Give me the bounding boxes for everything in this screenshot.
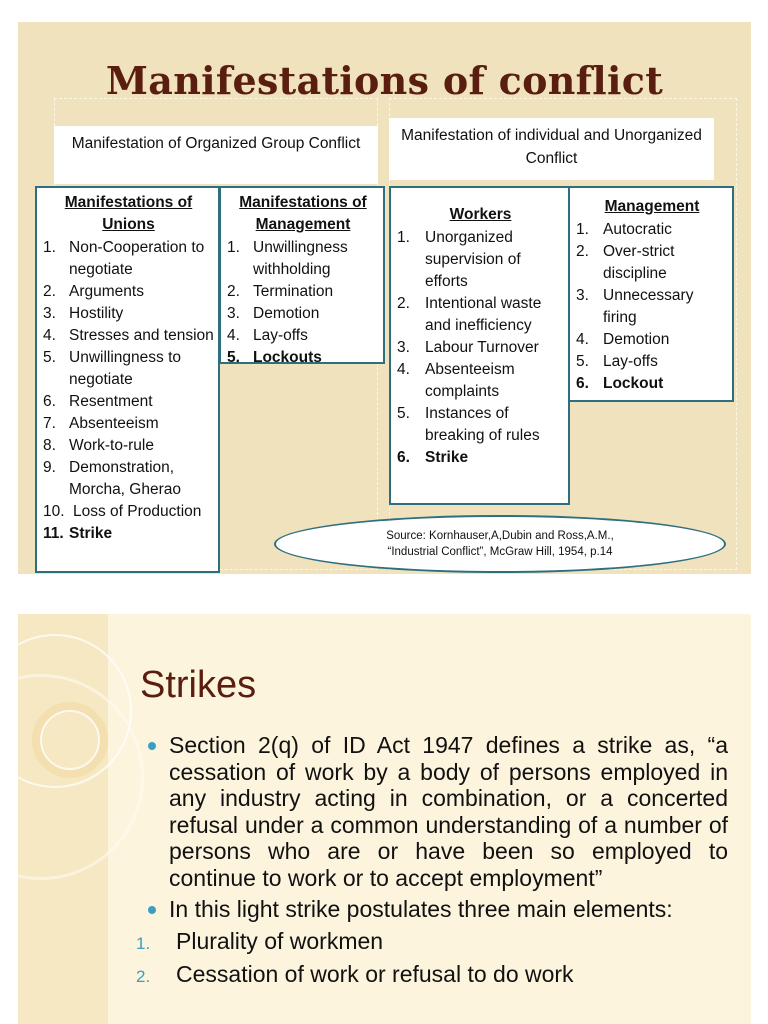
source-line-1: Source: Kornhauser,A,Dubin and Ross,A.M., — [386, 530, 614, 542]
list-item: 1. Autocratic — [576, 221, 672, 238]
list-item-lockout: 6. Lockout — [576, 375, 664, 392]
workers-list — [397, 227, 564, 469]
slide-strikes — [18, 614, 751, 1024]
list-item: 5. Lay-offs — [576, 353, 658, 370]
unions-heading: Manifestations of Unions — [64, 194, 193, 233]
bullet-definition: Section 2(q) of ID Act 1947 defines a strike as, “a cessation of work by a body of persons employed in any industry acting in combination, or a concerted refusal under a common understanding of a number of persons who are or have been so employed to continue to work or to accept employment” — [148, 732, 728, 891]
list-item: 2. Termination — [227, 283, 334, 300]
element-item: 2. Cessation of work or refusal to do work — [136, 961, 574, 987]
list-item: 10. Loss of Production — [43, 503, 202, 520]
slide-title: Strikes — [140, 664, 257, 706]
list-item: 3. Hostility — [43, 305, 124, 322]
list-item: 3. Demotion — [227, 305, 320, 322]
list-item: 3. Unnecessary firing — [576, 287, 694, 326]
unions-box — [35, 186, 220, 573]
management-org-heading: Manifestations of Management — [239, 194, 367, 233]
list-item: 1. Unwillingness withholding — [227, 239, 348, 278]
list-item: 5. Unwillingness to negotiate — [43, 349, 181, 388]
list-item-strike: 11. Strike — [43, 525, 113, 542]
list-item: 4. Stresses and tension — [43, 327, 214, 344]
list-item-strike: 6. Strike — [397, 449, 469, 466]
workers-box — [389, 186, 570, 505]
source-citation — [274, 515, 726, 573]
list-item: 7. Absenteeism — [43, 415, 159, 432]
organized-conflict-header: Manifestation of Organized Group Conflict — [54, 126, 378, 184]
management-org-list — [227, 237, 379, 369]
list-item: 2. Arguments — [43, 283, 144, 300]
list-item: 8. Work-to-rule — [43, 437, 154, 454]
list-item: 5. Instances of breaking of rules — [397, 405, 540, 444]
list-item: 4. Lay-offs — [227, 327, 308, 344]
list-item: 3. Labour Turnover — [397, 339, 539, 356]
individual-conflict-header: Manifestation of individual and Unorganized Conflict — [389, 118, 714, 180]
list-item: 2. Over-strict discipline — [576, 243, 675, 282]
management-ind-heading: Management — [604, 198, 700, 215]
list-item: 6. Resentment — [43, 393, 153, 410]
list-item: 9. Demonstration, Morcha, Gherao — [43, 459, 181, 498]
bullet-dot-icon — [148, 906, 156, 914]
list-item: 1. Non-Cooperation to negotiate — [43, 239, 205, 278]
source-line-2: “Industrial Conflict”, McGraw Hill, 1954, p.14 — [387, 546, 613, 558]
list-item: 4. Demotion — [576, 331, 670, 348]
slide-body — [136, 732, 728, 995]
unions-list — [43, 237, 214, 545]
list-item: 2. Intentional waste and inefficiency — [397, 295, 542, 334]
list-item-lockouts: 5. Lockouts — [227, 349, 322, 366]
decorative-side-panel — [18, 614, 108, 1024]
slide-title: Manifestations of conflict — [105, 58, 664, 103]
decorative-ring-inner — [40, 710, 100, 770]
bullet-dot-icon — [148, 742, 156, 750]
management-ind-box — [568, 186, 734, 402]
management-org-box — [219, 186, 385, 364]
list-item: 1. Unorganized supervision of efforts — [397, 229, 521, 290]
slide-manifestations — [18, 22, 751, 574]
element-item: 1. Plurality of workmen — [136, 927, 384, 954]
management-ind-list — [576, 219, 728, 395]
workers-heading: Workers — [449, 206, 512, 223]
bullet-elements: In this light strike postulates three main elements: — [148, 896, 728, 923]
list-item: 4. Absenteeism complaints — [397, 361, 515, 400]
